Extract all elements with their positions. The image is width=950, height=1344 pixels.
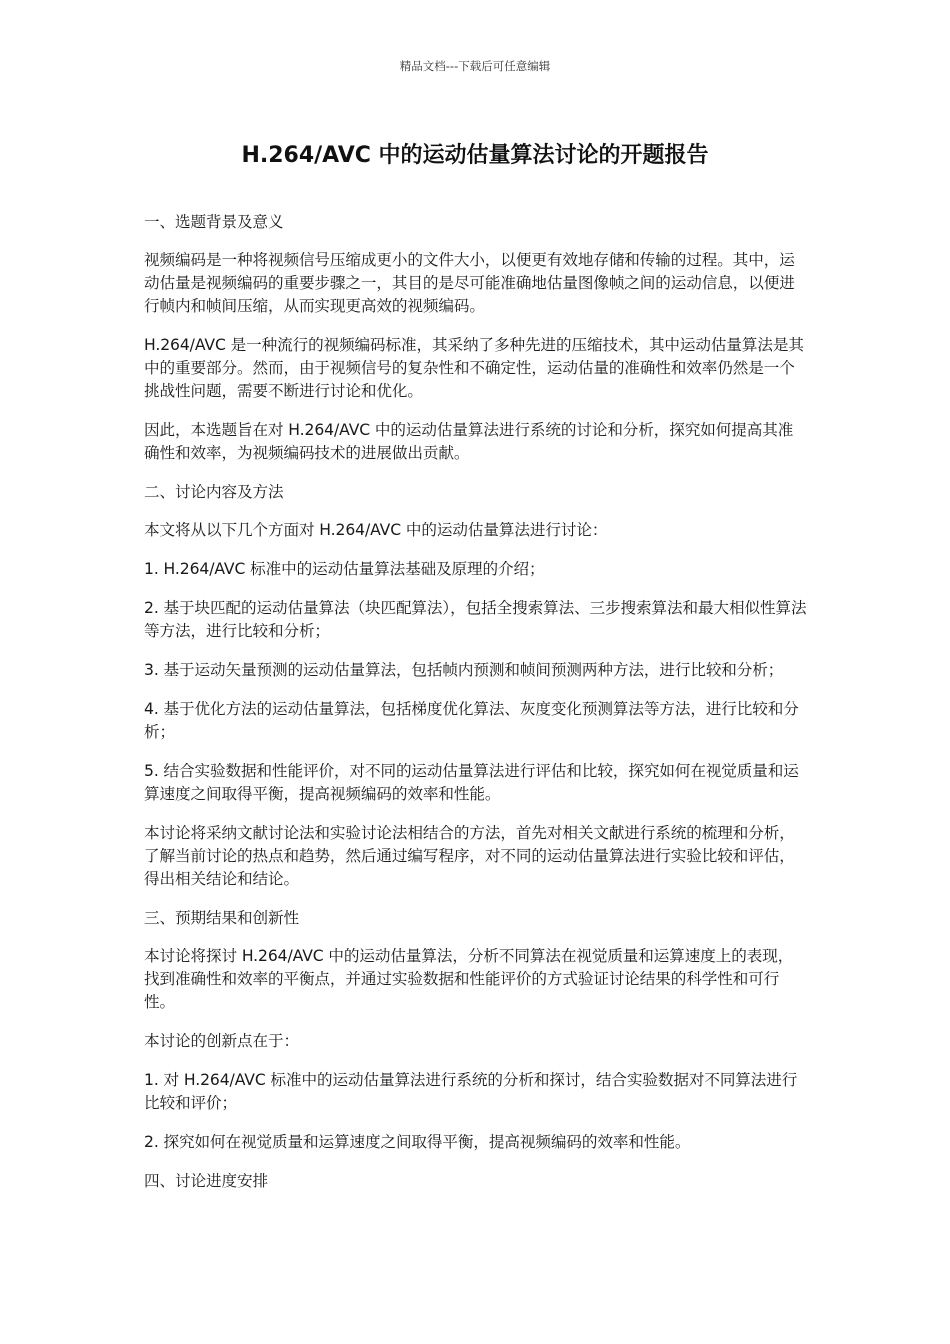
list-item: 1. 对 H.264/AVC 标准中的运动估量算法进行系统的分析和探讨，结合实验数据对不同算法进行比较和评价； — [144, 1071, 798, 1112]
list-item: 1. H.264/AVC 标准中的运动估量算法基础及原理的介绍； — [144, 560, 545, 578]
paragraph: 因此，本选题旨在对 H.264/AVC 中的运动估量算法进行系统的讨论和分析，探究如何提高其准确性和效率，为视频编码技术的进展做出贡献。 — [144, 421, 794, 462]
list-item: 2. 探究如何在视觉质量和运算速度之间取得平衡，提高视频编码的效率和性能。 — [144, 1133, 691, 1151]
paragraph: 本讨论将探讨 H.264/AVC 中的运动估量算法，分析不同算法在视觉质量和运算速度上的表现，找到准确性和效率的平衡点，并通过实验数据和性能评价的方式验证讨论结果的科学性和可行性。 — [144, 947, 794, 1011]
section-heading-schedule: 四、讨论进度安排 — [144, 1172, 268, 1190]
paragraph: 视频编码是一种将视频信号压缩成更小的文件大小，以便更有效地存储和传输的过程。其中，运动估量是视频编码的重要步骤之一，其目的是尽可能准确地估量图像帧之间的运动信息，以便进行帧内和帧间压缩，从而实现更高效的视频编码。 — [144, 251, 795, 315]
section-heading-content-method: 二、讨论内容及方法 — [144, 483, 284, 501]
paragraph: 本讨论将采纳文献讨论法和实验讨论法相结合的方法，首先对相关文献进行系统的梳理和分析，了解当前讨论的热点和趋势，然后通过编写程序，对不同的运动估量算法进行实验比较和评估，得出相关结论和结论。 — [144, 824, 795, 888]
section-heading-expected-results: 三、预期结果和创新性 — [144, 909, 299, 927]
paragraph: 本文将从以下几个方面对 H.264/AVC 中的运动估量算法进行讨论： — [144, 521, 608, 539]
section-heading-background: 一、选题背景及意义 — [144, 213, 284, 231]
paragraph: H.264/AVC 是一种流行的视频编码标准，其采纳了多种先进的压缩技术，其中运动估量算法是其中的重要部分。然而，由于视频信号的复杂性和不确定性，运动估量的准确性和效率仍然是一个挑战性问题，需要不断进行讨论和优化。 — [144, 336, 804, 400]
list-item: 5. 结合实验数据和性能评价，对不同的运动估量算法进行评估和比较，探究如何在视觉质量和运算速度之间取得平衡，提高视频编码的效率和性能。 — [144, 762, 799, 803]
document-body — [144, 211, 808, 1208]
list-item: 4. 基于优化方法的运动估量算法，包括梯度优化算法、灰度变化预测算法等方法，进行比较和分析； — [144, 700, 799, 741]
list-item: 3. 基于运动矢量预测的运动估量算法，包括帧内预测和帧间预测两种方法，进行比较和分析； — [144, 661, 784, 679]
list-item: 2. 基于块匹配的运动估量算法（块匹配算法），包括全搜索算法、三步搜索算法和最大相似性算法等方法，进行比较和分析； — [144, 599, 807, 640]
header-note: 精品文档---下载后可任意编辑 — [399, 59, 551, 73]
paragraph: 本讨论的创新点在于： — [144, 1032, 299, 1050]
document-title: H.264/AVC 中的运动估量算法讨论的开题报告 — [241, 143, 709, 168]
